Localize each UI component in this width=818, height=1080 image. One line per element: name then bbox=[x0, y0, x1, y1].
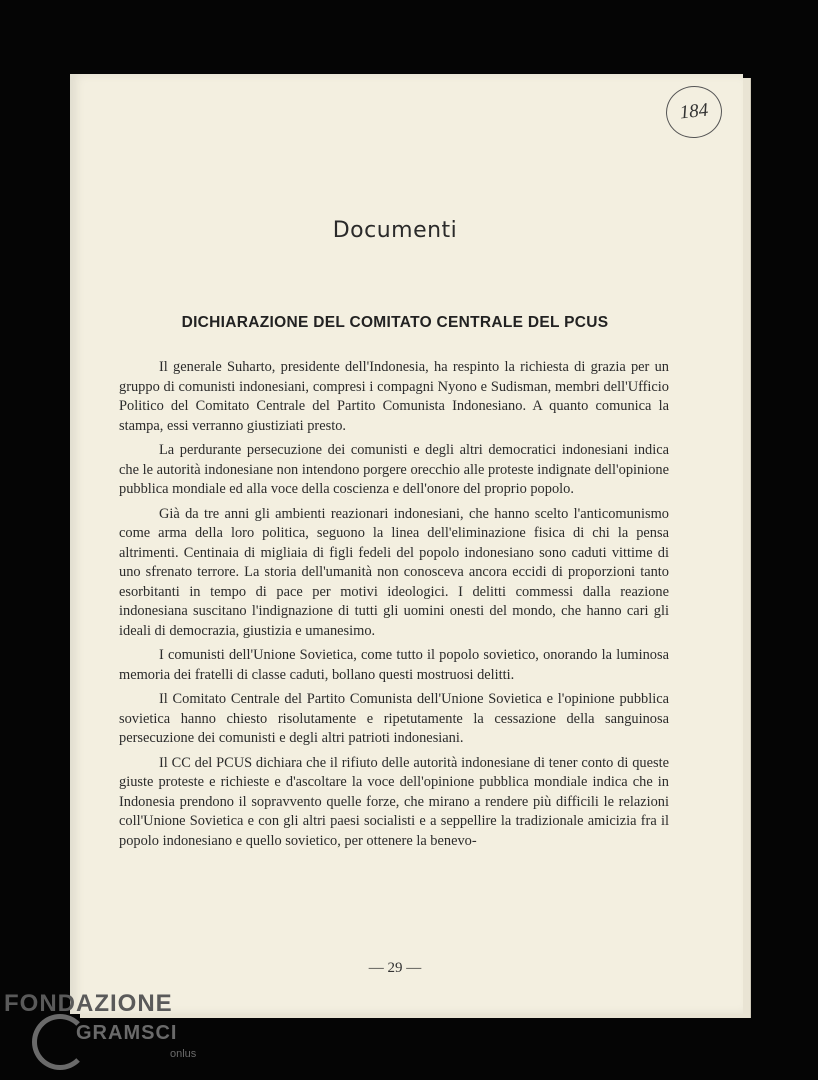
document-page bbox=[70, 74, 743, 1014]
handwritten-page-stamp: 184 bbox=[663, 83, 724, 141]
page-number: — 29 — bbox=[368, 960, 422, 976]
watermark-line1: FONDAZIONE bbox=[4, 990, 173, 1017]
paragraph: I comunisti dell'Unione Sovietica, come tutto il popolo sovietico, onorando la luminosa memoria dei fratelli di classe caduti, bollano questi mostruosi delitti. bbox=[119, 647, 669, 683]
watermark-line2: GRAMSCI bbox=[76, 1022, 178, 1044]
paragraph: Già da tre anni gli ambienti reazionari indonesiani, che hanno scelto l'anticomunismo come arma della loro politica, seguono la linea dell'eliminazione fisica di chi la pensa altrimenti. Centinaia di migliaia di figli fedeli del popolo indonesiano sono caduti vittime di uno sfrenato terrore. La storia dell'umanità non conosceva ancora eccidi di proporzioni tanto esorbitanti in tempo di pace per motivi ideologici. I delitti commessi dalla reazione indonesiana suscitano l'indignazione di tutti gli uomini onesti del mondo, che hanno cari gli ideali di democrazia, giustizia e umanesimo. bbox=[119, 505, 669, 639]
paragraph: La perdurante persecuzione dei comunisti e degli altri democratici indonesiani indica che le autorità indonesiane non intendono porgere orecchio alle proteste indignate dell'opinione pubblica mondiale ed alla voce della coscienza e dell'onore del proprio popolo. bbox=[119, 442, 669, 497]
body-text bbox=[119, 358, 669, 856]
watermark-line3: onlus bbox=[170, 1048, 197, 1060]
document-heading: DICHIARAZIONE DEL COMITATO CENTRALE DEL PCUS bbox=[181, 314, 609, 331]
paragraph: Il CC del PCUS dichiara che il rifiuto delle autorità indonesiane di tener conto di queste giuste proteste e richieste e d'ascoltare la voce dell'opinione pubblica mondiale indica che in Indonesia prendono il sopravvento quelle forze, che mirano a rendere più difficili le relazioni coll'Unione Sovietica e con gli altri paesi socialisti e a seppellire la tradizionale amicizia fra il popolo indonesiano e quello sovietico, per ottenere la benevo- bbox=[119, 754, 669, 849]
paragraph: Il Comitato Centrale del Partito Comunista dell'Unione Sovietica e l'opinione pubblica sovietica hanno chiesto risolutamente e ripetutamente la cessazione della sanguinosa persecuzione dei comunisti e degli altri patrioti indonesiani. bbox=[119, 691, 669, 746]
watermark-logo bbox=[4, 990, 204, 1070]
paragraph: Il generale Suharto, presidente dell'Indonesia, ha respinto la richiesta di grazia per un gruppo di comunisti indonesiani, compresi i compagni Nyono e Sudisman, membri dell'Ufficio Politico del Comitato Centrale del Partito Comunista Indonesiano. A quanto comunica la stampa, essi verranno giustiziati presto. bbox=[119, 359, 669, 434]
section-title: Documenti bbox=[332, 218, 458, 243]
